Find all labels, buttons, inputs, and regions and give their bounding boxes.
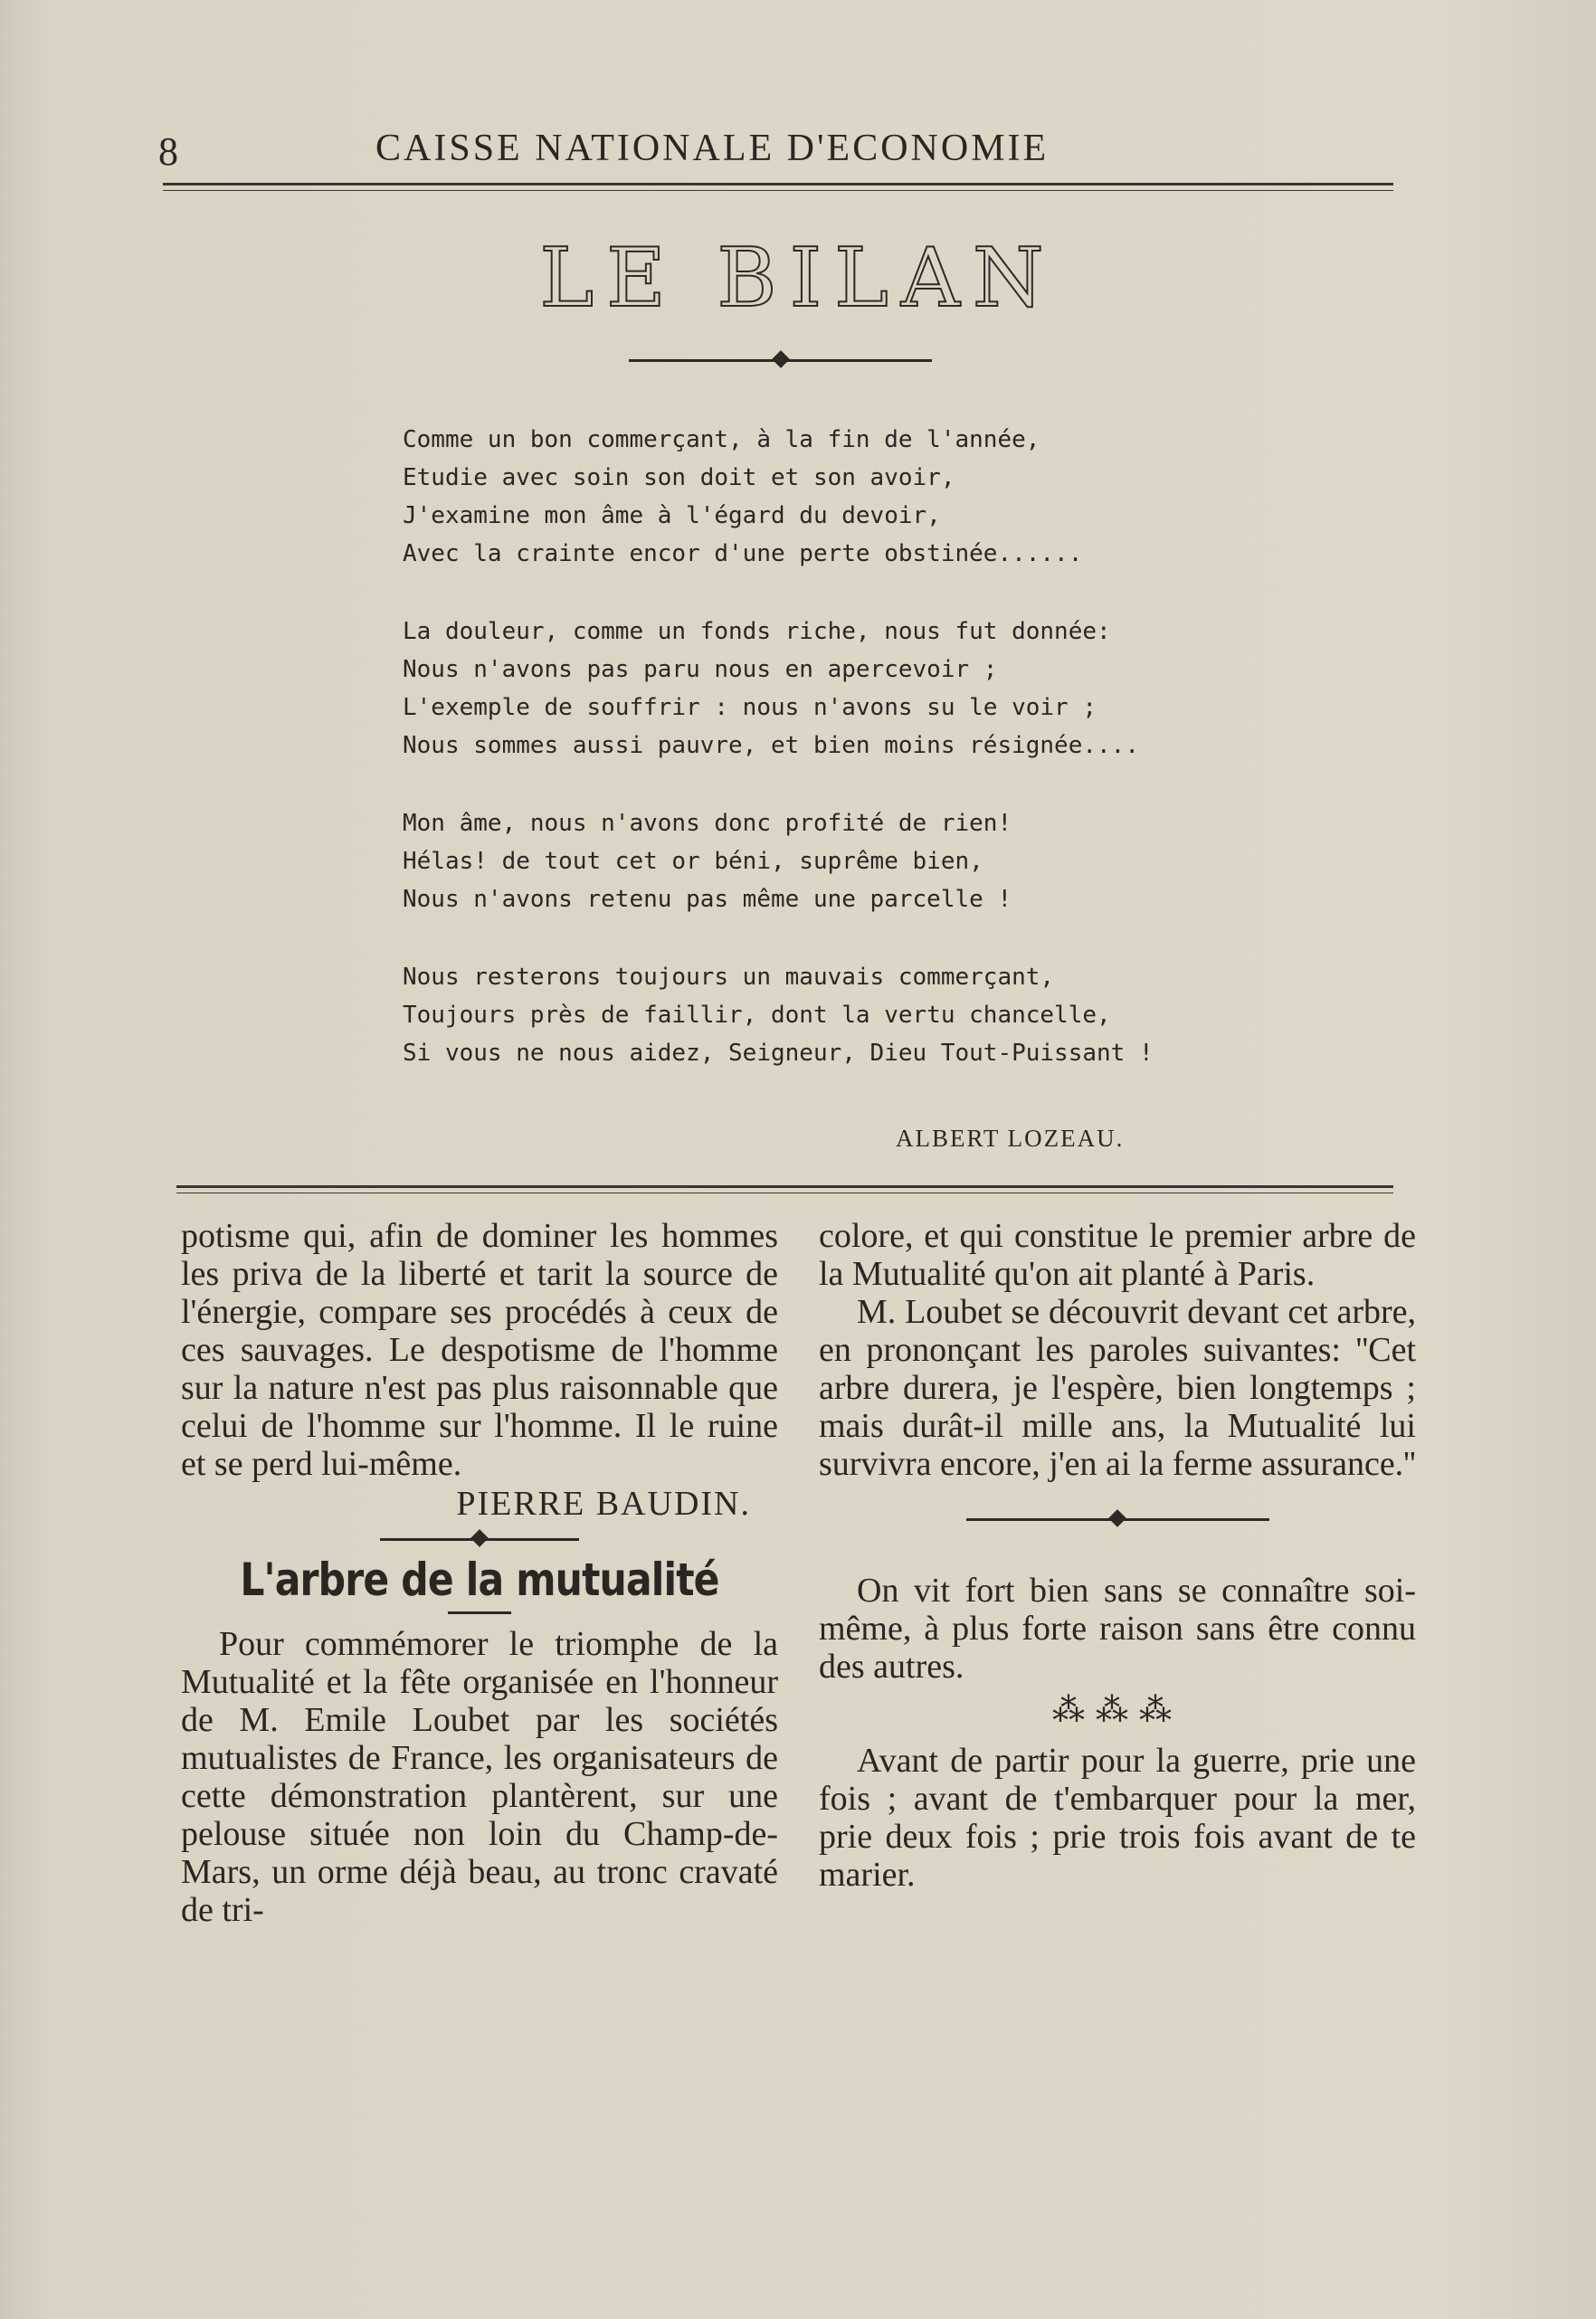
- ornament-divider: [966, 1510, 1269, 1528]
- maxim: Avant de partir pour la guerre, prie une fois ; avant de t'embarquer pour la mer, prie deux fois ; prie trois fois avant de te marier.: [819, 1742, 1416, 1894]
- ornament-divider: [629, 351, 932, 369]
- section-rule: [176, 1185, 1393, 1188]
- article-continuation: colore, et qui constitue le premier arbre de la Mutualité qu'on ait planté à Paris.: [819, 1217, 1416, 1293]
- ornament-divider: [380, 1530, 579, 1548]
- poem-line: Comme un bon commerçant, à la fin de l'année,: [403, 426, 1040, 453]
- poem-line: Nous n'avons retenu pas même une parcelle !: [403, 886, 1012, 913]
- running-title: CAISSE NATIONALE D'ECONOMIE: [375, 128, 1050, 169]
- poem-author: ALBERT LOZEAU.: [896, 1125, 1125, 1152]
- poem: [403, 421, 1217, 1112]
- poem-line: La douleur, comme un fonds riche, nous fut donnée:: [403, 618, 1111, 645]
- poem-line: Mon âme, nous n'avons donc profité de rien!: [403, 810, 1012, 837]
- poem-stanza: [403, 421, 1217, 573]
- poem-line: Hélas! de tout cet or béni, suprême bien,: [403, 848, 983, 875]
- poem-line: Nous resterons toujours un mauvais commerçant,: [403, 964, 1055, 991]
- poem-line: L'exemple de souffrir : nous n'avons su le voir ;: [403, 694, 1097, 721]
- poem-stanza: [403, 958, 1217, 1072]
- article-text: Pour commémorer le triomphe de la Mutualité et la fête organisée en l'honneur de M. Emile Loubet par les sociétés mutualistes de France, les organisateurs de cette démonstration plantèrent, sur une pelouse située non loin du Champ-de-Mars, un orme déjà beau, au tronc cravaté de tri-: [181, 1625, 778, 1929]
- loubet-quote: M. Loubet se découvrit devant cet arbre, en prononçant les paroles suivantes: ''Cet arbre durera, je l'espère, bien longtemps ; mais durât-il mille ans, la Mutualité lui survivra encore, j'en ai la ferme assurance.'': [819, 1293, 1416, 1483]
- poem-stanza: [403, 804, 1217, 918]
- poem-line: Avec la crainte encor d'une perte obstinée......: [403, 540, 1083, 567]
- poem-line: Nous n'avons pas paru nous en apercevoir ;: [403, 656, 998, 683]
- page-number: 8: [158, 129, 178, 174]
- article-title: L'arbre de la mutualité: [240, 1554, 719, 1606]
- poem-line: Nous sommes aussi pauvre, et bien moins résignée....: [403, 732, 1139, 759]
- page-header: [158, 118, 1398, 172]
- header-rule-thin: [163, 190, 1393, 191]
- poem-line: Etudie avec soin son doit et son avoir,: [403, 464, 955, 491]
- asterism: ⁂⁂⁂: [1052, 1692, 1183, 1728]
- right-column: [819, 1217, 1416, 1894]
- poem-line: Si vous ne nous aidez, Seigneur, Dieu Tout-Puissant !: [403, 1040, 1154, 1067]
- poem-line: Toujours près de faillir, dont la vertu chancelle,: [403, 1002, 1111, 1029]
- poem-stanza: [403, 613, 1217, 765]
- continued-text: potisme qui, afin de dominer les hommes les priva de la liberté et tarit la source de l'énergie, compare ses procédés à ceux de ces sauvages. Le despotisme de l'homme sur la nature n'est pas plus raisonnable que celui de l'homme sur l'homme. Il le ruine et se perd lui-même.: [181, 1217, 778, 1483]
- signature: PIERRE BAUDIN.: [456, 1485, 751, 1523]
- maxim: On vit fort bien sans se connaître soi-même, à plus forte raison sans être connu des autres.: [819, 1572, 1416, 1686]
- left-column: [181, 1217, 778, 1929]
- header-rule: [163, 183, 1393, 185]
- poem-line: J'examine mon âme à l'égard du devoir,: [403, 502, 941, 529]
- poem-title: LE BILAN: [539, 231, 1057, 326]
- title-underline: [448, 1611, 511, 1614]
